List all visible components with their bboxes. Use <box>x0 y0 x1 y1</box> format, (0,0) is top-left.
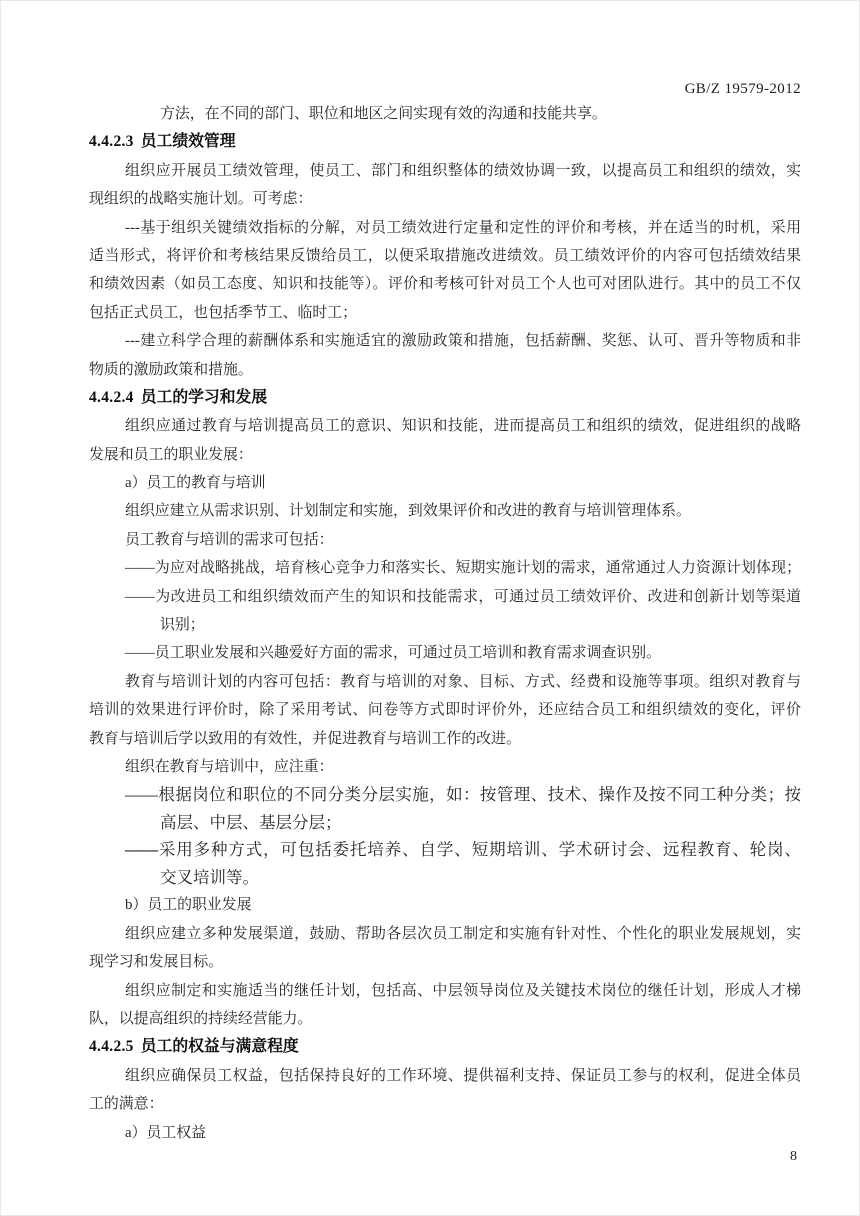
em-dash-prefix: —— <box>125 840 158 860</box>
text-line <box>89 836 801 864</box>
text-line: 组织应建立从需求识别、计划制定和实施，到效果评价和改进的教育与培训管理体系。 <box>125 503 691 520</box>
text-line: 现学习和发展目标。 <box>89 954 224 971</box>
heading-title: 员工的权益与满意程度 <box>140 1038 299 1056</box>
text-line: ---基于组织关键绩效指标的分解，对员工绩效进行定量和定性的评价和考核，并在适当的时机，采用 <box>125 219 801 236</box>
text-line: 组织应制定和实施适当的继任计划，包括高、中层领导岗位及关键技术岗位的继任计划，形成人才梯 <box>125 982 801 999</box>
heading-number: 4.4.2.5 <box>89 1038 134 1056</box>
heading-title: 员工绩效管理 <box>140 133 236 151</box>
text-line: 高层、中层、基层分层； <box>160 812 342 832</box>
section-heading <box>89 384 801 412</box>
heading-number: 4.4.2.4 <box>89 388 134 406</box>
text-line: 员工教育与培训的需求可包括： <box>125 531 334 548</box>
text-line: 培训的效果进行评价时，除了采用考试、问卷等方式即时评价外，还应结合员工和组织绩效的变化，评价 <box>89 702 801 719</box>
text-line: a）员工的教育与培训 <box>125 475 266 492</box>
text-line: 教育与培训后学以致用的有效性，并促进教育与培训工作的改进。 <box>89 730 521 747</box>
text-line: 和绩效因素（如员工态度、知识和技能等）。评价和考核可针对员工个人也可对团队进行。其中的员工不仅 <box>89 276 801 293</box>
text-line: 适当形式，将评价和考核结果反馈给员工，以便采取措施改进绩效。员工绩效评价的内容可包括绩效结果 <box>89 247 801 264</box>
heading-title: 员工的学习和发展 <box>140 388 268 406</box>
section-heading <box>89 1033 801 1061</box>
text-line: 识别； <box>160 617 205 634</box>
text-line: 教育与培训计划的内容可包括：教育与培训的对象、目标、方式、经费和设施等事项。组织对教育与 <box>125 673 801 690</box>
text-line: ——根据岗位和职位的不同分类分层实施，如：按管理、技术、操作及按不同工种分类；按 <box>125 785 801 805</box>
section-heading <box>89 128 801 156</box>
text-line: 队，以提高组织的持续经营能力。 <box>89 1010 313 1027</box>
page-number: 8 <box>790 1149 797 1164</box>
text-line: 组织应确保员工权益，包括保持良好的工作环境、提供福利支持、保证员工参与的权利，促进全体员 <box>125 1067 801 1084</box>
text-line: ——员工职业发展和兴趣爱好方面的需求，可通过员工培训和教育需求调查识别。 <box>125 645 662 662</box>
text-line: 组织应通过教育与培训提高员工的意识、知识和技能，进而提高员工和组织的绩效，促进组织的战略 <box>125 418 801 435</box>
text-line: 工的满意： <box>89 1096 164 1113</box>
text-line: 组织应建立多种发展渠道，鼓励、帮助各层次员工制定和实施有针对性、个性化的职业发展规划，实 <box>125 925 801 942</box>
text-line: 组织应开展员工绩效管理，使员工、部门和组织整体的绩效协调一致，以提高员工和组织的绩效，实 <box>125 162 801 179</box>
document-body <box>89 100 801 1147</box>
text-line: 物质的激励政策和措施。 <box>89 361 253 378</box>
text-line: ——为应对战略挑战，培育核心竞争力和落实长、短期实施计划的需求，通常通过人力资源计划体现； <box>125 560 801 577</box>
text-line: 包括正式员工，也包括季节工、临时工； <box>89 304 358 321</box>
text-line: ---建立科学合理的薪酬体系和实施适宜的激励政策和措施，包括薪酬、奖惩、认可、晋升等物质和非 <box>125 333 801 350</box>
text-line: b）员工的职业发展 <box>125 897 252 914</box>
heading-number: 4.4.2.3 <box>89 133 134 151</box>
text-line: 方法，在不同的部门、职位和地区之间实现有效的沟通和技能共享。 <box>160 106 607 122</box>
text-line: 现组织的战略实施计划。可考虑： <box>89 191 313 208</box>
text-line: 交叉培训等。 <box>160 867 259 887</box>
text-line: 发展和员工的职业发展： <box>89 446 253 463</box>
text-line: ——为改进员工和组织绩效而产生的知识和技能需求，可通过员工绩效评价、改进和创新计划等渠道 <box>125 588 801 605</box>
text-line-content: 采用多种方式，可包括委托培养、自学、短期培训、学术研讨会、远程教育、轮岗、 <box>158 840 801 860</box>
text-line: a）员工权益 <box>125 1124 207 1141</box>
text-line: 组织在教育与培训中，应注重： <box>125 758 334 775</box>
standard-number-header: GB/Z 19579-2012 <box>684 81 801 97</box>
